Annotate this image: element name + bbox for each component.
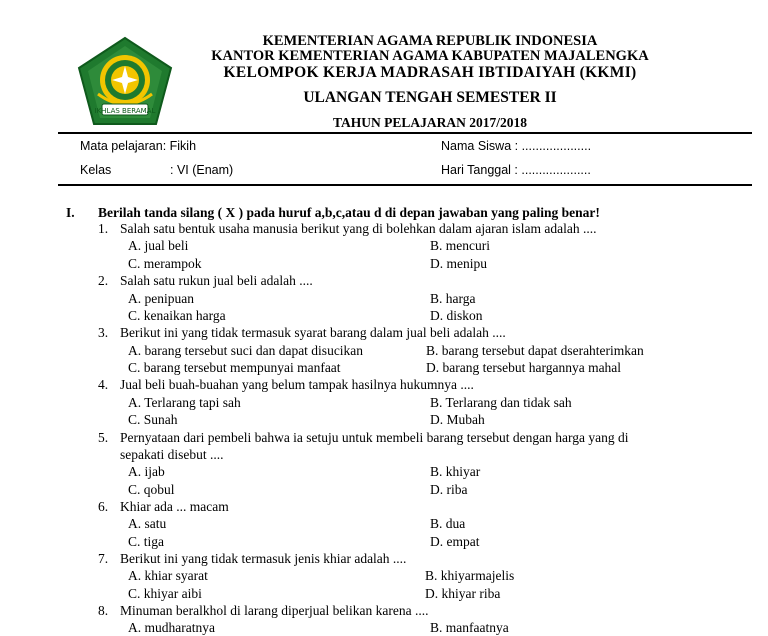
option-a: A. penipuan: [128, 291, 194, 306]
office-name: KANTOR KEMENTERIAN AGAMA KABUPATEN MAJALENGKA: [211, 48, 649, 64]
working-group-name: KELOMPOK KERJA MADRASAH IBTIDAIYAH (KKMI): [223, 64, 637, 81]
option-d: D. empat: [430, 534, 480, 549]
option-d: D. Mubah: [430, 412, 485, 427]
question-number: 4.: [98, 377, 109, 392]
option-a: A. barang tersebut suci dan dapat disucikan: [128, 343, 364, 358]
option-b: B. khiyarmajelis: [425, 568, 515, 583]
option-a: A. ijab: [128, 464, 165, 479]
ministry-name: KEMENTERIAN AGAMA REPUBLIK INDONESIA: [262, 33, 598, 49]
section-number: I.: [66, 205, 75, 220]
question-text: Minuman beralkhol di larang diperjual belikan karena ....: [120, 603, 429, 618]
option-a: A. satu: [128, 516, 167, 531]
question-number: 6.: [98, 499, 109, 514]
option-a: A. khiar syarat: [128, 568, 208, 583]
header-divider-top: [58, 132, 752, 134]
option-b: B. barang tersebut dapat dserahterimkan: [426, 343, 644, 358]
option-a: A. jual beli: [128, 238, 189, 253]
option-d: D. riba: [430, 482, 468, 497]
option-b: B. manfaatnya: [430, 620, 509, 635]
header-divider-bottom: [58, 184, 752, 186]
question-1: [98, 221, 596, 237]
question-7: [98, 551, 406, 567]
option-b: B. harga: [430, 291, 476, 306]
section-instruction: Berilah tanda silang ( X ) pada huruf a,b,c,atau d di depan jawaban yang paling benar!: [98, 205, 600, 220]
option-b: B. dua: [430, 516, 466, 531]
option-d: D. menipu: [430, 256, 487, 271]
question-text: Khiar ada ... macam: [120, 499, 229, 514]
option-c: C. merampok: [128, 256, 202, 271]
option-c: C. tiga: [128, 534, 164, 549]
question-number: 1.: [98, 221, 109, 236]
option-d: D. barang tersebut hargannya mahal: [426, 360, 622, 375]
question-number: 7.: [98, 551, 109, 566]
option-c: C. Sunah: [128, 412, 178, 427]
question-number: 5.: [98, 430, 109, 445]
ministry-logo: [72, 34, 178, 130]
question-3: [98, 325, 506, 341]
academic-year: TAHUN PELAJARAN 2017/2018: [332, 115, 527, 130]
option-c: C. khiyar aibi: [128, 586, 202, 601]
class-label: Kelas: [80, 163, 112, 177]
logo-banner-text: IKHLAS BERAMAL: [94, 107, 156, 115]
question-2: [98, 273, 313, 289]
option-b: B. mencuri: [430, 238, 490, 253]
question-text: Salah satu rukun jual beli adalah ....: [120, 273, 313, 288]
question-number: 3.: [98, 325, 109, 340]
question-text: Salah satu bentuk usaha manusia berikut yang di bolehkan dalam ajaran islam adalah ....: [120, 221, 597, 236]
subject-field: Mata pelajaran: Fikih: [80, 139, 197, 153]
student-name-field: Nama Siswa : ....................: [441, 139, 592, 153]
option-c: C. barang tersebut mempunyai manfaat: [128, 360, 341, 375]
option-d: D. khiyar riba: [425, 586, 501, 601]
question-8: [98, 603, 429, 619]
question-text: Berikut ini yang tidak termasuk jenis khiar adalah ....: [120, 551, 407, 566]
class-value: : VI (Enam): [170, 163, 234, 177]
question-text: Pernyataan dari pembeli bahwa ia setuju untuk membeli barang tersebut dengan harga yang di: [120, 430, 629, 445]
option-c: C. qobul: [128, 482, 175, 497]
option-a: A. Terlarang tapi sah: [128, 395, 241, 410]
date-field: Hari Tanggal : ....................: [441, 163, 591, 177]
question-number: 2.: [98, 273, 109, 288]
option-d: D. diskon: [430, 308, 483, 323]
option-b: B. khiyar: [430, 464, 481, 479]
question-number: 8.: [98, 603, 109, 618]
question-4: [98, 377, 474, 393]
question-5: [98, 430, 628, 446]
question-text: Jual beli buah-buahan yang belum tampak hasilnya hukumnya ....: [120, 377, 474, 392]
question-text-continued: sepakati disebut ....: [120, 447, 224, 462]
option-c: C. kenaikan harga: [128, 308, 226, 323]
question-text: Berikut ini yang tidak termasuk syarat barang dalam jual beli adalah ....: [120, 325, 506, 340]
question-6: [98, 499, 229, 515]
exam-title: ULANGAN TENGAH SEMESTER II: [303, 89, 557, 106]
option-a: A. mudharatnya: [128, 620, 215, 635]
option-b: B. Terlarang dan tidak sah: [430, 395, 572, 410]
